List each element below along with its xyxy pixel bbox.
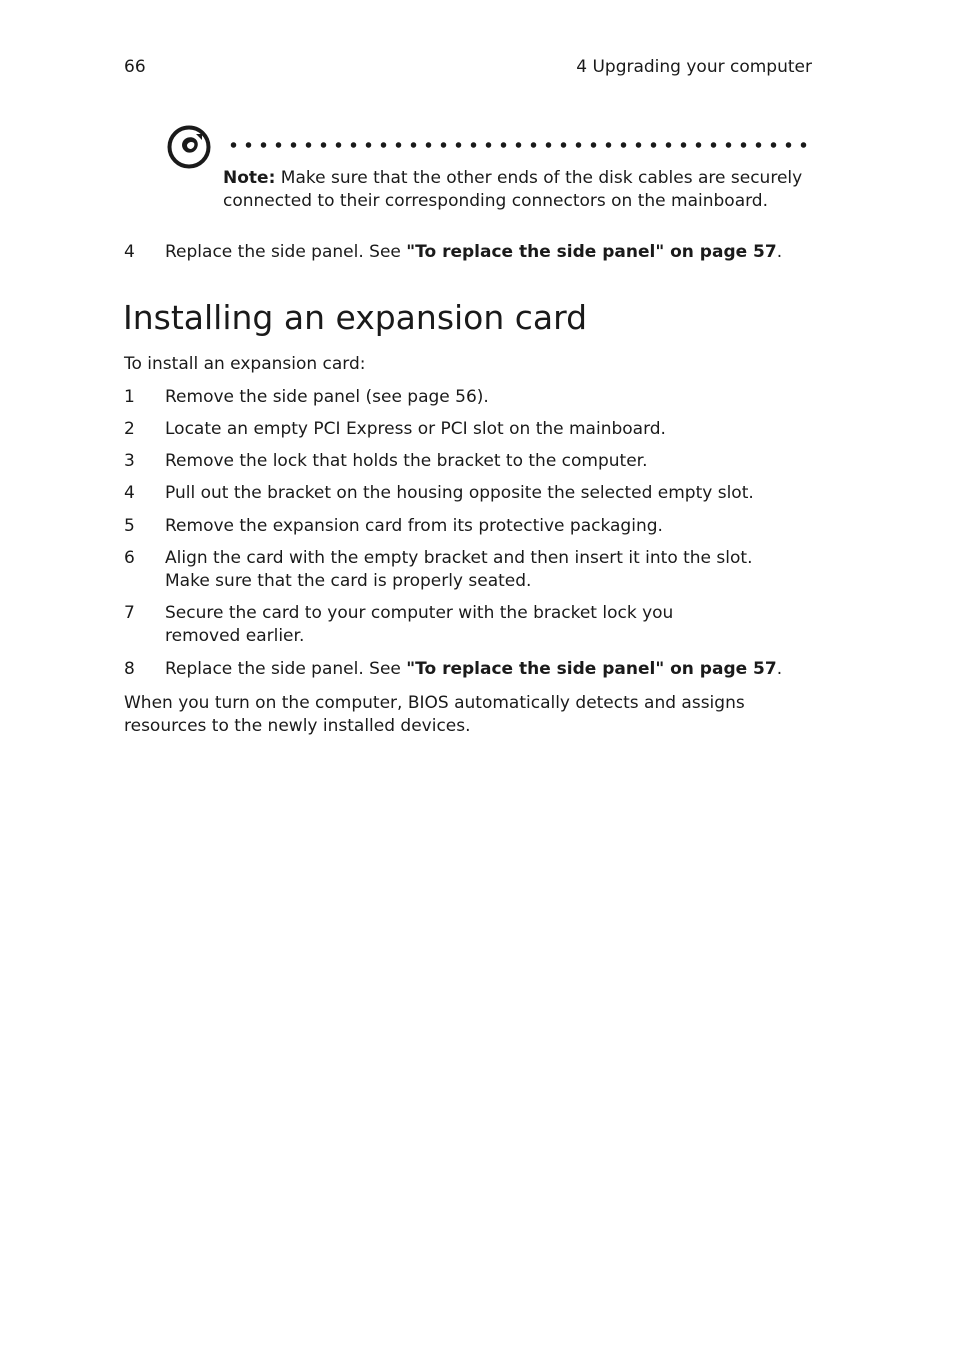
step-number: 2 xyxy=(124,419,135,439)
note-body: Make sure that the other ends of the disk cables are securely connected to their corresponding connectors on the mainboard. xyxy=(223,168,803,211)
step-line-1: Secure the card to your computer with the bracket lock you xyxy=(165,603,674,623)
step-text: Locate an empty PCI Express or PCI slot on the mainboard. xyxy=(165,419,666,439)
step-text xyxy=(165,602,785,648)
intro-text: To install an expansion card: xyxy=(124,354,366,374)
step-text xyxy=(165,241,785,264)
step-number: 6 xyxy=(124,548,135,568)
step-number: 3 xyxy=(124,451,135,471)
step-line-1: Align the card with the empty bracket and then insert it into the slot. xyxy=(165,548,753,568)
step-text-suffix: . xyxy=(776,659,783,679)
note-divider xyxy=(226,142,810,148)
step-text: Pull out the bracket on the housing opposite the selected empty slot. xyxy=(165,483,754,503)
closing-paragraph: When you turn on the computer, BIOS automatically detects and assigns resources to the newly installed devices. xyxy=(124,693,745,736)
page-number: 66 xyxy=(124,57,146,77)
step-line-2: removed earlier. xyxy=(165,626,305,646)
step-number: 1 xyxy=(124,387,135,407)
step-line-2: Make sure that the card is properly seated. xyxy=(165,571,532,591)
step-number: 8 xyxy=(124,659,135,679)
cross-reference-link[interactable]: "To replace the side panel" on page 57 xyxy=(406,242,777,262)
note-icon xyxy=(166,124,212,170)
section-heading: Installing an expansion card xyxy=(123,298,588,337)
step-number: 4 xyxy=(124,483,135,503)
step-text: Remove the expansion card from its protective packaging. xyxy=(165,516,663,536)
step-text-main: Replace the side panel. See xyxy=(165,242,407,262)
step-text: Remove the side panel (see page 56). xyxy=(165,387,489,407)
note-label: Note: xyxy=(223,168,276,188)
step-number: 4 xyxy=(124,242,135,262)
step-text xyxy=(165,658,785,681)
cross-reference-link[interactable]: "To replace the side panel" on page 57 xyxy=(406,659,777,679)
step-number: 7 xyxy=(124,603,135,623)
step-text xyxy=(165,547,785,593)
note-text xyxy=(223,167,823,213)
step-text: Remove the lock that holds the bracket to the computer. xyxy=(165,451,648,471)
chapter-title: 4 Upgrading your computer xyxy=(576,57,812,77)
step-text-suffix: . xyxy=(776,242,783,262)
step-number: 5 xyxy=(124,516,135,536)
step-text-main: Replace the side panel. See xyxy=(165,659,407,679)
